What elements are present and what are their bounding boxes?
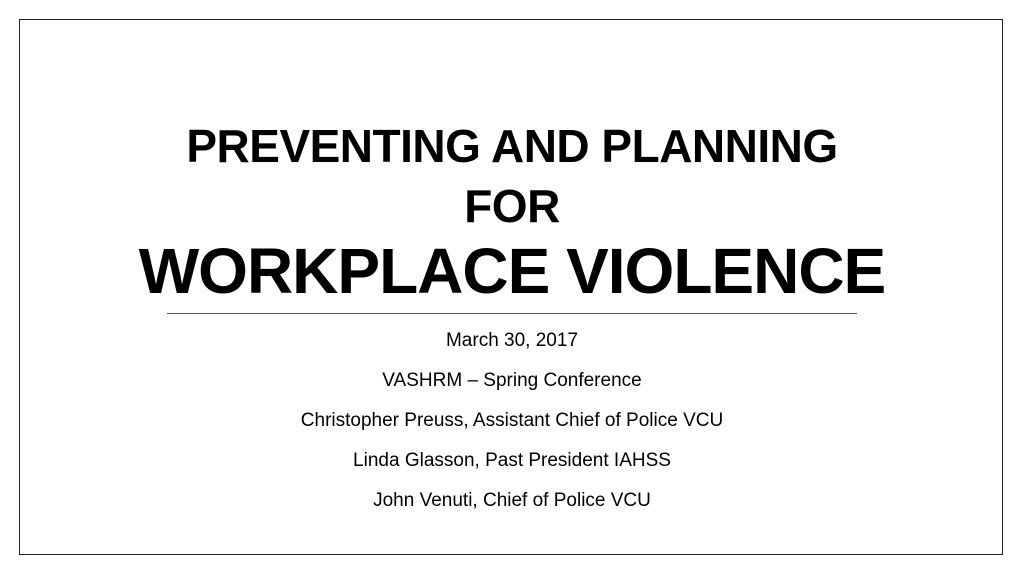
presenter-3: John Venuti, Chief of Police VCU [373, 490, 651, 511]
title-line-3: WORKPLACE VIOLENCE [138, 235, 886, 307]
title-divider [167, 313, 857, 314]
presenter-1: Christopher Preuss, Assistant Chief of Police VCU [300, 410, 724, 431]
event-text: VASHRM – Spring Conference [382, 370, 642, 391]
title-line-2: FOR [464, 180, 560, 232]
date-text: March 30, 2017 [445, 330, 579, 351]
presenter-2: Linda Glasson, Past President IAHSS [353, 450, 671, 471]
title-line-1: PREVENTING AND PLANNING [186, 120, 838, 172]
